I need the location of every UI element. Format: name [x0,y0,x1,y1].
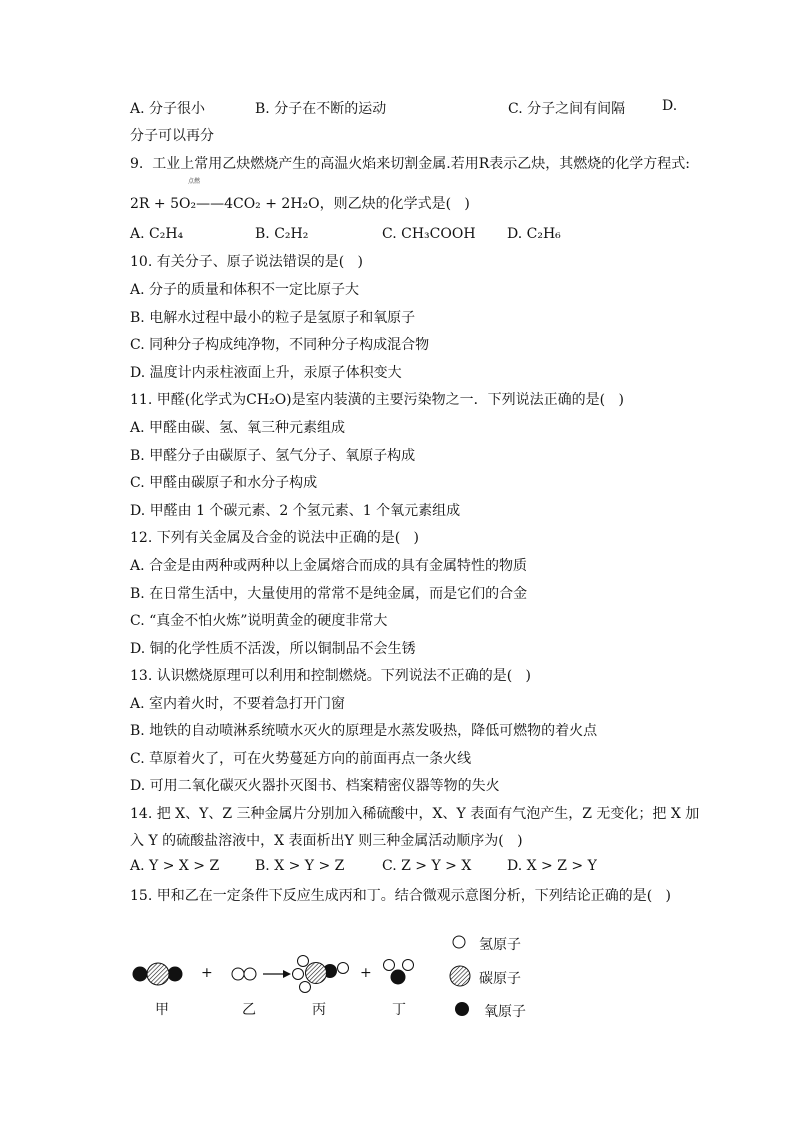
q10-option-a: A. 分子的质量和体积不一定比原子大 [130,282,360,298]
hydrogen-atom [338,963,349,974]
carbon-atom [147,963,169,985]
label-jia: 甲 [155,1002,169,1018]
legend-carbon-icon [450,966,470,986]
molecule-yi [232,968,256,980]
q15-stem: 15. 甲和乙在一定条件下反应生成丙和丁。结合微观示意图分析，下列结论正确的是( ) [130,888,671,904]
q13-option-c: C. 草原着火了，可在火势蔓延方向的前面再点一条火线 [130,751,472,767]
oxygen-atom [168,967,183,982]
hydrogen-atom [298,956,309,967]
q10-option-d: D. 温度计内汞柱液面上升，汞原子体积变大 [130,365,402,381]
q13-stem: 13. 认识燃烧原理可以利用和控制燃烧。下列说法不正确的是( ) [130,668,531,684]
label-yi: 乙 [242,1002,256,1018]
carbon-atom [306,963,327,984]
q10-stem: 10. 有关分子、原子说法错误的是( ) [130,254,363,270]
q13-option-b: B. 地铁的自动喷淋系统喷水灭火的原理是水蒸发吸热，降低可燃物的着火点 [130,723,598,739]
q8-option-c: C. 分子之间有间隔 [508,101,626,117]
hydrogen-atom [403,960,414,971]
hydrogen-atom [300,982,311,993]
q11-stem: 11. 甲醛(化学式为CH₂O)是室内装潢的主要污染物之一．下列说法正确的是( ) [130,392,624,408]
q14-stem-line-1: 14. 把 X、Y、Z 三种金属片分别加入稀硫酸中，X、Y 表面有气泡产生，Z 无变化；把 X 加 [130,806,700,822]
q9-option-c: C. CH₃COOH [382,226,476,242]
legend-oxygen-label: 氧原子 [484,1004,526,1020]
q9-option-b: B. C₂H₂ [255,226,309,242]
q8-option-b: B. 分子在不断的运动 [255,101,387,117]
q10-option-b: B. 电解水过程中最小的粒子是氢原子和氧原子 [130,310,416,326]
q11-option-a: A. 甲醛由碳、氢、氧三种元素组成 [130,420,346,436]
plus-sign: + [201,965,213,981]
legend-oxygen-icon [455,1002,469,1016]
hydrogen-atom [244,968,256,980]
q14-option-c: C. Z > Y > X [382,858,472,874]
q12-stem: 12. 下列有关金属及合金的说法中正确的是( ) [130,530,419,546]
reaction-arrow [263,970,291,978]
legend-hydrogen-icon [453,936,465,948]
hydrogen-atom [232,968,244,980]
q14-option-a: A. Y > X > Z [130,858,220,874]
label-ding: 丁 [392,1002,406,1018]
q13-option-a: A. 室内着火时，不要着急打开门窗 [130,696,346,712]
plus-sign: + [360,965,372,981]
hydrogen-atom [293,969,304,980]
q13-option-d: D. 可用二氧化碳灭火器扑灭图书、档案精密仪器等物的失火 [130,778,500,794]
q9-reaction-condition: 点燃 [188,178,201,185]
q9-option-a: A. C₂H₄ [130,226,184,242]
legend-carbon-label: 碳原子 [479,971,521,987]
molecule-jia [133,963,183,985]
q11-option-d: D. 甲醛由 1 个碳元素、2 个氢元素、1 个氧元素组成 [130,503,461,519]
oxygen-atom [391,970,406,985]
q12-option-d: D. 铜的化学性质不活泼，所以铜制品不会生锈 [130,641,416,657]
q9-stem: 9. 工业上常用乙炔燃烧产生的高温火焰来切割金属.若用R表示乙炔，其燃烧的化学方程式: [130,156,690,172]
q12-option-a: A. 合金是由两种或两种以上金属熔合而成的具有金属特性的物质 [130,558,528,574]
legend-hydrogen-label: 氢原子 [479,937,521,953]
q11-option-c: C. 甲醛由碳原子和水分子构成 [130,475,318,491]
q14-option-b: B. X > Y > Z [255,858,345,874]
label-bing: 丙 [312,1002,326,1018]
q8-option-a: A. 分子很小 [130,101,206,117]
q14-stem-line-2: 入 Y 的硫酸盐溶液中，X 表面析出Y 则三种金属活动顺序为( ) [130,833,523,849]
hydrogen-atom [384,960,395,971]
q8-option-d-head: D. [662,98,678,114]
oxygen-atom [133,967,148,982]
q12-option-b: B. 在日常生活中，大量使用的常常不是纯金属，而是它们的合金 [130,586,528,602]
q8-option-d-text: 分子可以再分 [130,128,214,144]
q10-option-c: C. 同种分子构成纯净物，不同种分子构成混合物 [130,337,430,353]
q14-option-d: D. X > Z > Y [507,858,597,874]
q12-option-c: C. “真金不怕火炼”说明黄金的硬度非常大 [130,613,388,629]
molecule-ding [384,960,414,985]
q9-equation: 2R + 5O₂——4CO₂ + 2H₂O，则乙炔的化学式是( ) [130,196,470,212]
q11-option-b: B. 甲醛分子由碳原子、氢气分子、氧原子构成 [130,448,416,464]
q9-option-d: D. C₂H₆ [507,226,561,242]
molecule-bing [293,956,349,993]
